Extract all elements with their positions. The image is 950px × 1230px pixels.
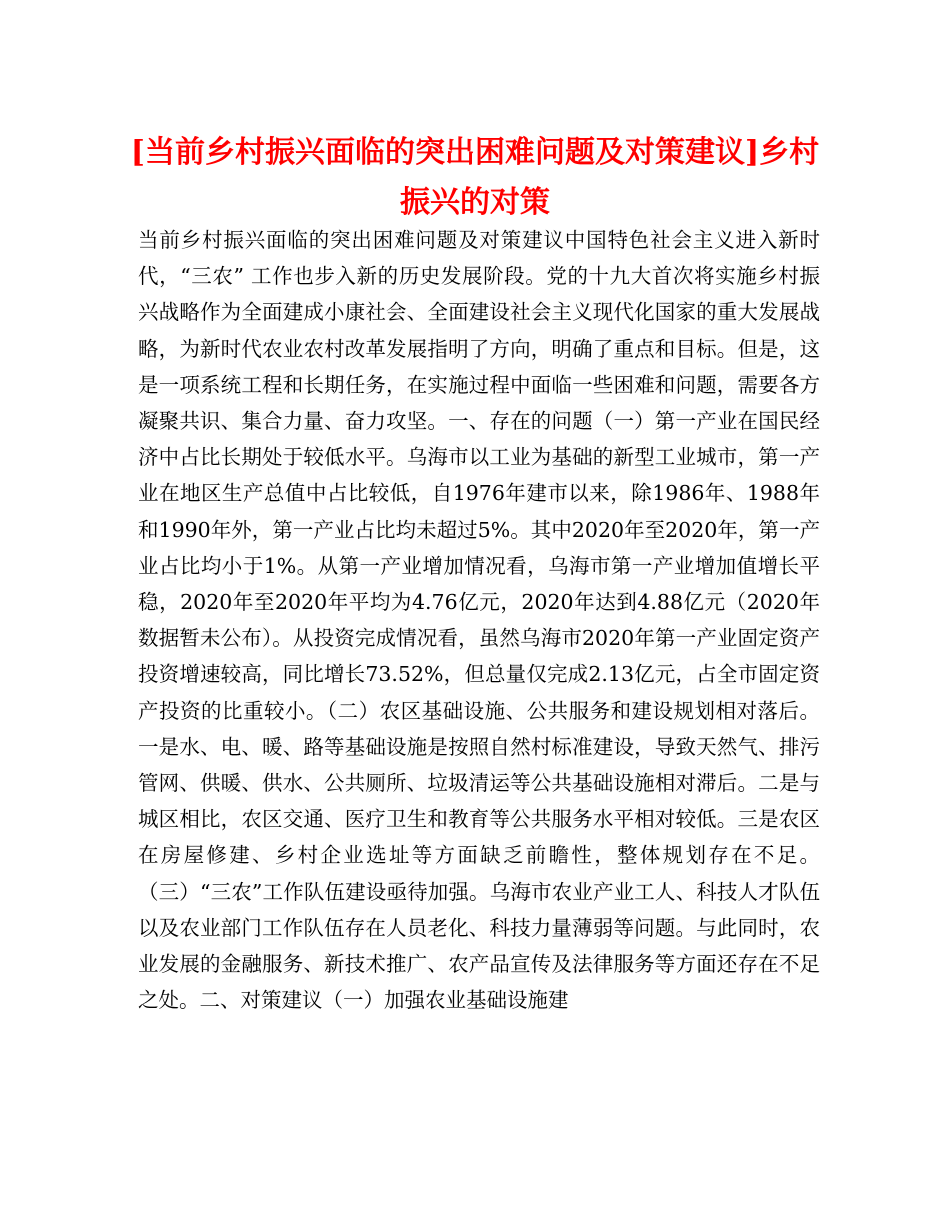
document-body-paragraph: 当前乡村振兴面临的突出困难问题及对策建议中国特色社会主义进入新时代，“三农” 工作也步入新的历史发展阶段。党的十九大首次将实施乡村振兴战略作为全面建成小康社会、全面建设社会主义现代化国家的重大发展战略，为新时代农业农村改革发展指明了方向，明确了重点和目标。但是，这是一项系统工程和长期任务，在实施过程中面临一些困难和问题，需要各方凝聚共识、集合力量、奋力攻坚。一、存在的问题（一）第一产业在国民经济中占比长期处于较低水平。乌海市以工业为基础的新型工业城市，第一产业在地区生产总值中占比较低，自1976年建市以来，除1986年、1988年和1990年外，第一产业占比均未超过5%。其中2020年至2020年，第一产业占比均小于1%。从第一产业增加情况看，乌海市第一产业增加值增长平稳，2020年至2020年平均为4.76亿元，2020年达到4.88亿元（2020年数据暂未公布）。从投资完成情况看，虽然乌海市2020年第一产业固定资产投资增速较高，同比增长73.52%，但总量仅完成2.13亿元，占全市固定资产投资的比重较小。（二）农区基础设施、公共服务和建设规划相对落后。一是水、电、暖、路等基础设施是按照自然村标准建设，导致天然气、排污管网、供暖、供水、公共厕所、垃圾清运等公共基础设施相对滞后。二是与城区相比，农区交通、医疗卫生和教育等公共服务水平相对较低。三是农区在房屋修建、乡村企业选址等方面缺乏前瞻性，整体规划存在不足。（三）“三农”工作队伍建设亟待加强。乌海市农业产业工人、科技人才队伍以及农业部门工作队伍存在人员老化、科技力量薄弱等问题。与此同时，农业发展的金融服务、新技术推广、农产品宣传及法律服务等方面还存在不足之处。二、对策建议（一）加强农业基础设施建	[138, 228, 820, 1013]
document-title: [当前乡村振兴面临的突出困难问题及对策建议]乡村振兴的对策	[130, 135, 820, 220]
